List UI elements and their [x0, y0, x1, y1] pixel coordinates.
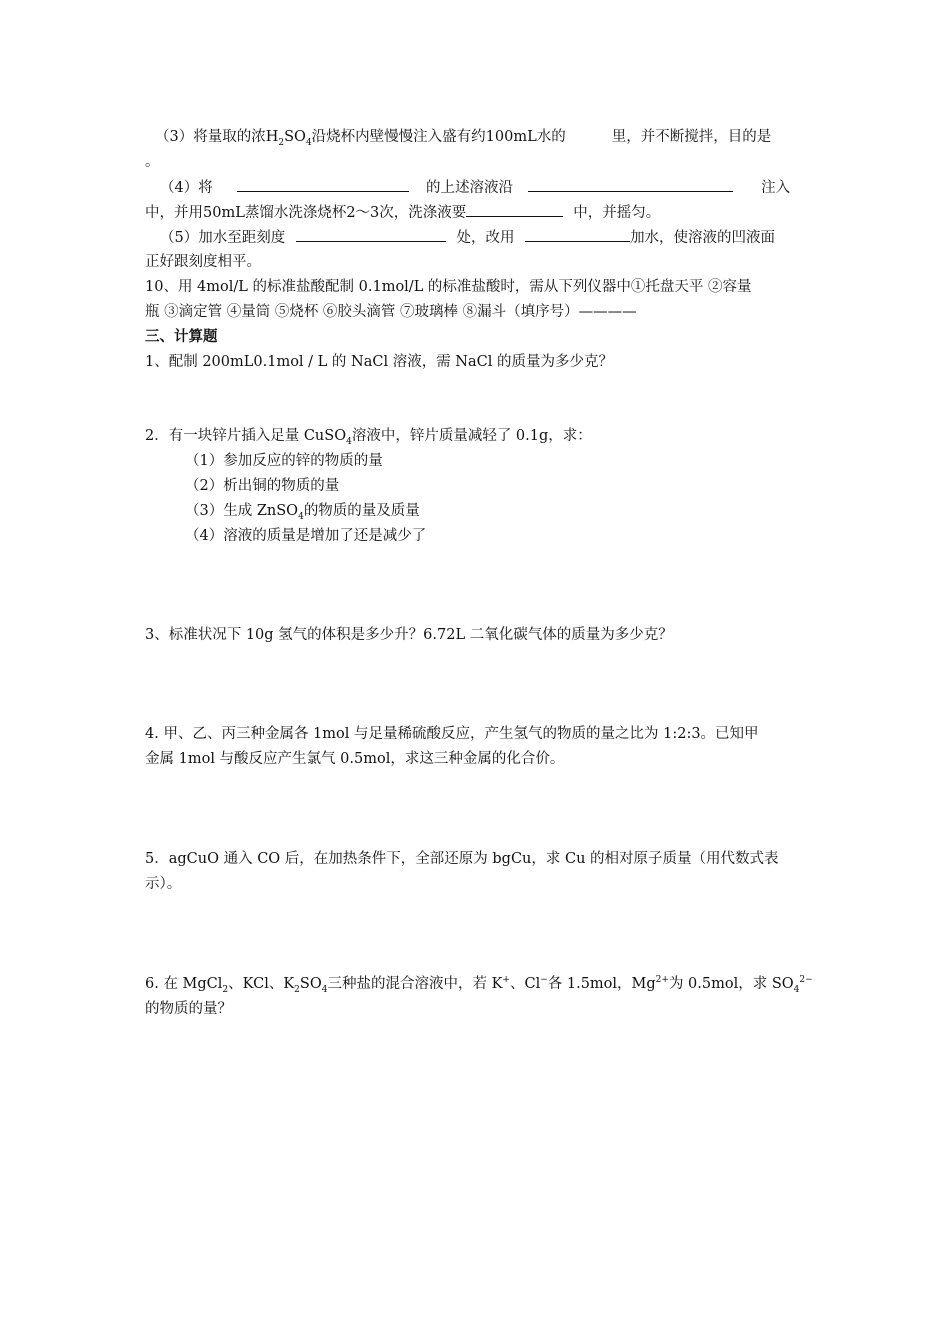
q9-step4-line1: [160, 177, 825, 198]
calc-question-6-line2: [145, 999, 810, 1019]
text: 中，并摇匀。: [573, 205, 661, 221]
text: 处，改用: [456, 230, 515, 246]
subscript: 4: [305, 137, 312, 148]
text: 10、用 4mol/L 的标准盐酸配制 0.1mol/L 的标准盐酸时，需从下列仪器中①托盘天平 ②容量: [145, 279, 752, 295]
text: 的物质的量？: [145, 1001, 232, 1017]
text: 加水，使溶液的凹液面: [630, 230, 776, 246]
blank-field[interactable]: [237, 177, 409, 192]
text: 2．有一块锌片插入足量 CuSO: [145, 428, 347, 444]
subscript: 4: [346, 436, 352, 447]
calc-question-5-line1: [145, 849, 810, 869]
calc-question-3: [145, 625, 810, 645]
blank-field[interactable]: [525, 227, 630, 242]
text: （3）将量取的浓H: [155, 129, 279, 145]
text: （3）生成 ZnSO: [185, 503, 299, 519]
calc-question-2: [145, 426, 810, 446]
text: 1、配制 200mL0.1mol / L 的 NaCl 溶液，需 NaCl 的质量为多少克？: [145, 354, 613, 370]
calc-question-2-part2: [185, 476, 850, 496]
q10-line2: [145, 302, 810, 322]
calc-question-4-line1: [145, 724, 810, 744]
text: 正好跟刻度相平。: [145, 254, 261, 270]
q9-step4-line2: [145, 202, 810, 223]
text: 、KCl、K: [228, 976, 295, 992]
text: 瓶 ③滴定管 ④量筒 ⑤烧杯 ⑥胶头滴管 ⑦玻璃棒 ⑧漏斗（填序号）————: [145, 304, 637, 320]
superscript: −: [540, 975, 548, 986]
text: 三种盐的混合溶液中，若 K: [327, 976, 503, 992]
subscript: 2: [294, 984, 300, 995]
calc-question-5-line2: [145, 874, 810, 894]
text: SO: [284, 129, 306, 145]
text: 中，并用50mL蒸馏水洗涤烧杯2～3次，洗涤液要: [145, 205, 467, 221]
text: 为 0.5mol，求 SO: [668, 976, 794, 992]
subscript: 2: [278, 137, 285, 148]
text: （2）析出铜的物质的量: [185, 478, 340, 494]
blank-field[interactable]: [528, 177, 733, 192]
q9-step3-line2: [145, 152, 810, 172]
calc-question-4-line2: [145, 749, 810, 769]
subscript: 4: [298, 511, 304, 522]
text: 、Cl: [509, 976, 541, 992]
text: 示）。: [145, 876, 182, 892]
text: 的物质的量及质量: [303, 503, 420, 519]
blank-field[interactable]: [296, 227, 446, 242]
q9-step5-line1: [160, 227, 825, 248]
text: （4）溶液的质量是增加了还是减少了: [185, 528, 427, 544]
calc-question-1: [145, 352, 810, 372]
calc-question-2-part1: [185, 451, 850, 471]
subscript: 2: [222, 984, 229, 995]
text: 3、标准状况下 10g 氢气的体积是多少升？6.72L 二氧化碳气体的质量为多少克？: [145, 627, 673, 643]
superscript: 2−: [799, 975, 813, 986]
q10-line1: [145, 277, 810, 297]
q9-step3-line1: [155, 127, 820, 147]
q9-step5-line2: [145, 252, 810, 272]
superscript: +: [502, 975, 510, 986]
text: （5）加水至距刻度: [160, 230, 286, 246]
text: 6. 在 MgCl: [145, 976, 223, 992]
text: 的上述溶液沿: [425, 180, 513, 196]
superscript: 2+: [655, 975, 669, 986]
text: 注入: [761, 180, 791, 196]
text: （1）参加反应的锌的物质的量: [185, 453, 383, 469]
text: 沿烧杯内壁慢慢注入盛有约100mL水的: [311, 129, 566, 145]
text: 5．agCuO 通入 CO 后，在加热条件下，全部还原为 bgCu，求 Cu 的相对原子质量（用代数式表: [145, 851, 779, 867]
calc-question-2-part4: [185, 526, 850, 546]
text: 4. 甲、乙、丙三种金属各 1mol 与足量稀硫酸反应，产生氢气的物质的量之比为 1:2:3。已知甲: [145, 726, 759, 742]
blank-field[interactable]: [466, 202, 563, 217]
text: 各 1.5mol，Mg: [547, 976, 656, 992]
text: 金属 1mol 与酸反应产生氯气 0.5mol，求这三种金属的化合价。: [145, 751, 565, 767]
heading-text: 三、计算题: [145, 328, 218, 345]
text: SO: [299, 976, 322, 992]
subscript: 4: [793, 984, 800, 995]
section-title: [145, 327, 810, 347]
text: （4）将: [160, 180, 213, 196]
text: 溶液中，锌片质量减轻了 0.1g，求：: [351, 428, 592, 444]
text: 。: [145, 154, 160, 170]
calc-question-6-line1: [145, 974, 813, 995]
subscript: 4: [321, 984, 328, 995]
calc-question-2-part3: [185, 501, 850, 521]
text: 里，并不断搅拌，目的是: [611, 129, 772, 145]
